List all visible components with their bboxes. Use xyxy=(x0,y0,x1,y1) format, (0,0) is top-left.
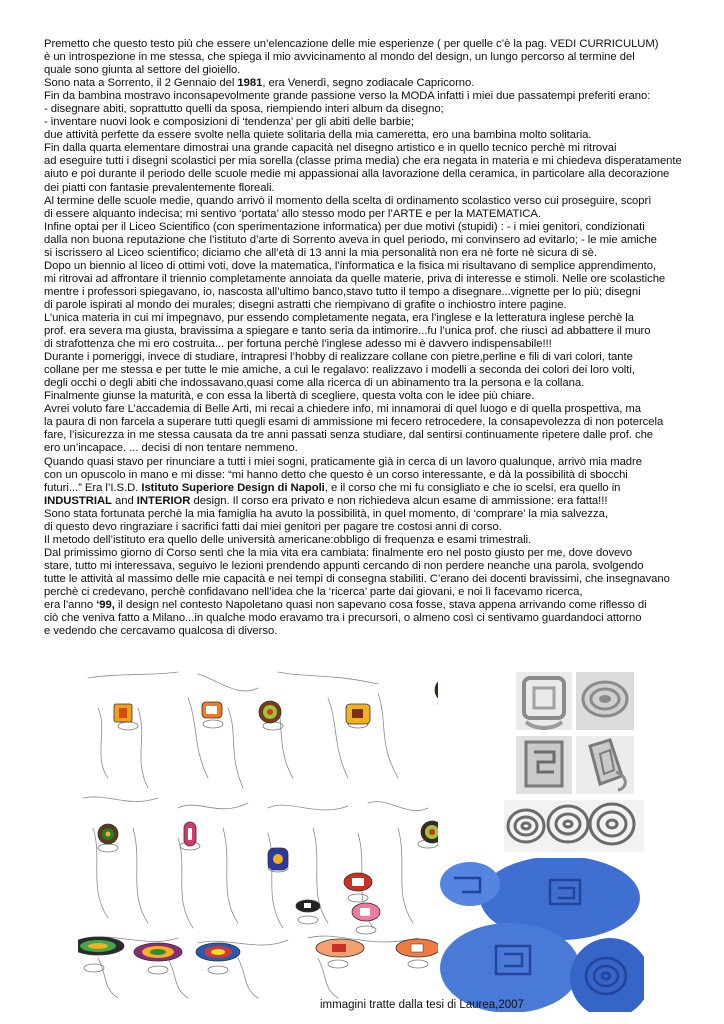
text-line: L’unica materia in cui mi impegnavo, pur essendo completamente negata, era l’inglese e la letteratura inglese perchè la xyxy=(44,311,634,324)
text-line: quale sono giunta al settore del gioiello. xyxy=(44,64,241,77)
text-line: fare, l’isicurezza in me stessa causata da tre anni passati senza studiare, dal sentirsi continuamente ripetere dalle prof. che xyxy=(44,429,654,442)
bold-text: Istituto Superiore Design di Napoli xyxy=(141,481,325,494)
text-line: Sono stata fortunata perchè la mia famiglia ha avuto la possibilità, in quel momento, di ‘comprare’ la mia salvezza, xyxy=(44,507,608,520)
text-line: ad eseguire tutti i disegni scolastici per mia sorella (classe prima media) che era negata in materia e mi chiedeva disperatamente xyxy=(44,155,682,168)
text-line: ero un’incapace. ... decisi di non tentare nemmeno. xyxy=(44,442,298,455)
text-line: si iscrissero al Liceo scientifico; diciamo che all’età di 13 anni la mia personalità non era nè forte nè sicura di sè. xyxy=(44,246,597,259)
text-line: di essere alquanto indecisa; mi sentivo ‘portata’ allo stesso modo per l’ARTE e per la MATEMATICA. xyxy=(44,207,541,220)
silver-ring-photo-4 xyxy=(576,736,634,794)
bold-text: INDUSTRIAL xyxy=(44,494,112,507)
text-segment: design. Il corso era privato e non richiedeva alcun esame di ammissione: era fatta!!! xyxy=(190,494,608,507)
text-segment: , era Venerdì, segno zodiacale Capricorno. xyxy=(262,77,475,90)
text-line: degli occhi o degli abiti che indossavano,quasi come alla ricerca di un abinamento tra la persona e la collana. xyxy=(44,377,585,390)
text-line: stare, tutto mi interessava, seguivo le lezioni prendendo appunti cercando di non perdere neanche una parola, svolgendo xyxy=(44,559,644,572)
document-body xyxy=(44,38,704,638)
text-segment: era l’anno xyxy=(44,599,97,612)
text-line xyxy=(44,77,704,90)
text-segment: futuri...” Era l’I.S.D. xyxy=(44,481,142,494)
text-line: Quando quasi stavo per rinunciare a tutti i miei sogni, praticamente già in cerca di un lavoro qualunque, arrivò mia madre xyxy=(44,455,642,468)
figure-caption: immagini tratte dalla tesi di Laurea,2007 xyxy=(320,999,524,1011)
text-line: mi ritrovai ad affrontare il triennio completamente annoiata da quelle materie, priva di interesse e stimoli. Nelle ore scolastiche xyxy=(44,272,666,285)
ring-sketches xyxy=(78,668,438,1004)
text-line: - disegnare abiti, soprattutto quelli da sposa, riempiendo interi album da disegno; xyxy=(44,103,444,116)
text-line: di questo devo ringraziare i sacrifici fatti dai miei genitori per pagare tre costosi anni di corso. xyxy=(44,520,502,533)
text-line: Infine optai per il Liceo Scientifico (con sperimentazione informatica) per due motivi (stupidi) : - i miei genitori, condizionati xyxy=(44,220,645,233)
text-line: Fin dalla quarta elementare dimostrai una grande capacità nel disegno artistico e in quello tecnico perchè mi ritrovai xyxy=(44,142,617,155)
text-line: Premetto che questo testo più che essere un’elencazione delle mie esperienze ( per quelle c’è la pag. VEDI CURRICULUM) xyxy=(44,38,659,50)
text-line xyxy=(44,599,704,612)
text-line: ciò che veniva fatto a Milano...in qualche modo eravamo tra i precursori, o almeno così ci sentivamo guardandoci attorno xyxy=(44,612,642,625)
text-line: - inventare nuovi look e composizioni di ‘tendenza’ per gli abiti delle barbie; xyxy=(44,116,414,129)
text-line: prof. era severa ma giusta, bravissima a spiegare e tanto seria da intimorire...fu l’unica prof. che riuscì ad abbattere il muro xyxy=(44,325,651,338)
text-segment: and xyxy=(111,494,137,507)
text-line: Dopo un biennio al liceo di ottimi voti, dove la matematica, l’informatica e la fisica mi risultavano di semplice apprendimento, xyxy=(44,259,657,272)
text-line: è un introspezione in me stessa, che spiega il mio avvicinamento al mondo del design, un lungo percorso al termine del xyxy=(44,51,635,64)
text-line: tutte le attività al massimo delle mie capacità e nei tempi di consegna stabiliti. C’erano dei docenti bravissimi, che insegnavano xyxy=(44,572,670,585)
text-line: Fin da bambina mostravo inconsapevolmente grande passione verso la MODA infatti i miei due passatempi preferiti erano: xyxy=(44,90,651,103)
text-line: Dal primissimo giorno di Corso sentì che la mia vita era cambiata: finalmente ero nel posto giusto per me, dove dovevo xyxy=(44,546,633,559)
text-line: Al termine delle scuole medie, quando arrivò il momento della scelta di ordinamento scolastico verso cui proseguire, scoprì xyxy=(44,194,652,207)
spiral-rings-photo xyxy=(504,800,644,852)
text-line: Avrei voluto fare L’accademia di Belle Arti, mi recai a chiedere info, mi innamorai di quel luogo e di quella prospettiva, ma xyxy=(44,403,641,416)
text-line: Finalmente giunse la maturità, e con essa la libertà di scegliere, questa volta con le idee più chiare. xyxy=(44,390,535,403)
text-line: mentre i professori spiegavano, io, nascosta all’ultimo banco,stavo tutto il tempo a disegnare...vignette per lo più; disegni xyxy=(44,285,641,298)
text-line: Il metodo dell’istituto era quello delle università americane:obbligo di frequenza e esami trimestrali. xyxy=(44,533,532,546)
text-segment: , e il corso che mi fu consigliato e che io scelsi, era quello in xyxy=(324,481,621,494)
text-line: aiuto e poi durante il periodo delle scuole medie mi appassionai alla lavorazione della ceramica, in particolare alla decorazione xyxy=(44,168,670,181)
text-line: collane per me stessa e per tutte le mie amiche, a cui le regalavo: realizzavo i modelli a seconda dei colori dei loro volti, xyxy=(44,364,635,377)
text-line: la paura di non farcela a superare tutti quegli esami di ammissione mi fecero retrocedere, la consapevolezza di non potercela xyxy=(44,416,664,429)
bold-text: 1981 xyxy=(237,77,263,90)
bold-text: INTERIOR xyxy=(136,494,191,507)
text-line: di strafottenza che mi ero costruita... per fortuna perchè l’inglese adesso mi è davvero indispensabile!!! xyxy=(44,338,552,351)
text-line xyxy=(44,482,704,495)
text-line: e vedendo che cercavamo qualcosa di diverso. xyxy=(44,625,278,638)
text-line: Durante i pomeriggi, invece di studiare, intrapresi l’hobby di realizzare collane con pietre,perline e fili di vari colori, tante xyxy=(44,351,633,364)
text-segment: il design nel contesto Napoletano quasi non sapevano cosa fosse, stava appena arrivando come riflesso di xyxy=(114,599,647,612)
silver-ring-photo-2 xyxy=(576,672,634,730)
silver-ring-photo-3 xyxy=(516,736,572,794)
thesis-figure xyxy=(78,668,644,1012)
text-line xyxy=(44,495,704,508)
blue-clay-molds-photo xyxy=(440,858,644,1012)
text-line: di parole ispirati al mondo dei murales; disegni astratti che riempivano di grafite o inchiostro intere pagine. xyxy=(44,298,567,311)
silver-ring-photo-1 xyxy=(516,672,572,730)
text-line: due attività perfette da essere svolte nella quiete solitaria della mia cameretta, ero una bambina molto solitaria. xyxy=(44,129,592,142)
text-line: perchè ci credevano, perchè confidavano nell’idea che la ‘ricerca’ parte dai giovani, e noi lì facevamo ricerca, xyxy=(44,585,583,598)
text-segment: Sono nata a Sorrento, il 2 Gennaio del xyxy=(44,77,238,90)
text-line: dalla non buona reputazione che l’istituto d’arte di Sorrento aveva in quel periodo, mi convinsero ad evitarlo; - le mie amiche xyxy=(44,233,657,246)
bold-text: ‘99, xyxy=(96,599,115,612)
text-line: dei piatti con fantasie prevalentemente floreali. xyxy=(44,181,275,194)
text-line: con un opuscolo in mano e mi disse: “mi hanno detto che questo è un corso interessante, e dà la possibilità di sbocchi xyxy=(44,468,628,481)
